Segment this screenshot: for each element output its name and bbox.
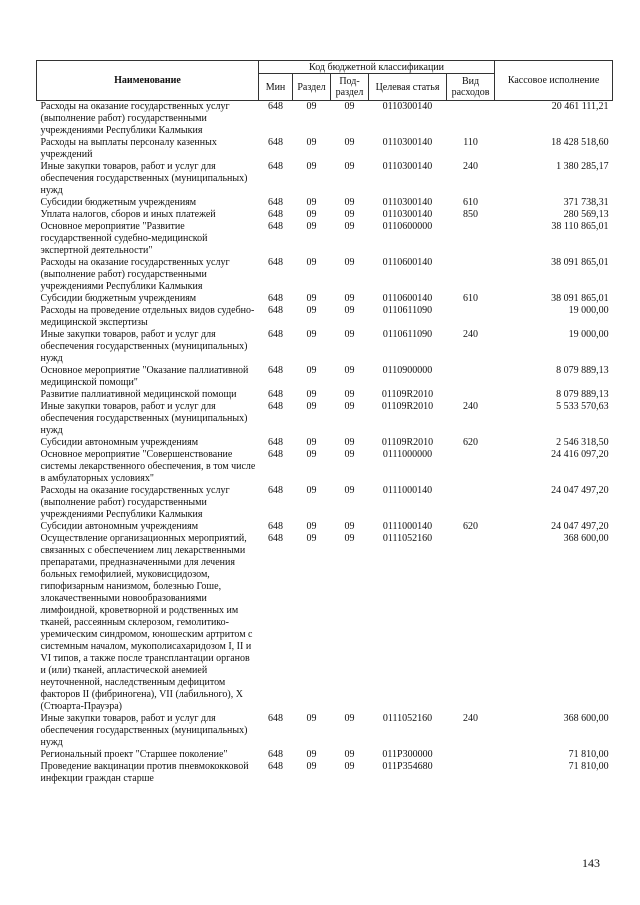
cell-vid bbox=[447, 221, 495, 257]
cell-name: Основное мероприятие "Развитие государственной судебно-медицинской экспертной деятельности" bbox=[40, 221, 208, 256]
budget-table bbox=[36, 60, 613, 785]
cell-min: 648 bbox=[268, 209, 283, 220]
table-row bbox=[37, 329, 613, 365]
cell-name: Иные закупки товаров, работ и услуг для обеспечения государственных (муниципальных) нужд bbox=[40, 401, 248, 436]
cell-stat: 0111000140 bbox=[382, 521, 433, 532]
cell-min: 648 bbox=[268, 401, 283, 412]
cell-vid bbox=[447, 761, 495, 785]
cell-podrazdel: 09 bbox=[344, 449, 355, 460]
table-row bbox=[37, 485, 613, 521]
cell-podrazdel: 09 bbox=[344, 221, 355, 232]
header-amount: Кассовое исполнение bbox=[495, 61, 613, 101]
cell-vid: 110 bbox=[463, 137, 478, 148]
cell-stat: 0110300140 bbox=[382, 101, 433, 112]
cell-name: Расходы на оказание государственных услуг (выполнение работ) государственными учреждениями Республики Калмыкия bbox=[40, 257, 230, 292]
table-row bbox=[37, 161, 613, 197]
cell-vid bbox=[447, 305, 495, 329]
cell-razdel: 09 bbox=[306, 401, 317, 412]
cell-vid bbox=[447, 485, 495, 521]
cell-vid bbox=[447, 101, 495, 138]
table-row bbox=[37, 257, 613, 293]
cell-stat: 0110300140 bbox=[382, 209, 433, 220]
table-body bbox=[37, 101, 613, 786]
cell-vid: 240 bbox=[463, 161, 479, 172]
cell-name: Уплата налогов, сборов и иных платежей bbox=[40, 209, 216, 220]
header-razdel: Раздел bbox=[293, 74, 331, 101]
cell-name: Субсидии бюджетным учреждениям bbox=[40, 197, 197, 208]
cell-razdel: 09 bbox=[306, 389, 317, 400]
cell-vid: 620 bbox=[463, 521, 479, 532]
table-row bbox=[37, 449, 613, 485]
cell-name: Расходы на выплаты персоналу казенных учреждений bbox=[40, 137, 217, 160]
cell-razdel: 09 bbox=[306, 485, 317, 496]
cell-vid bbox=[447, 365, 495, 389]
cell-podrazdel: 09 bbox=[344, 401, 355, 412]
cell-podrazdel: 09 bbox=[344, 749, 355, 760]
cell-podrazdel: 09 bbox=[344, 197, 355, 208]
cell-podrazdel: 09 bbox=[344, 761, 355, 772]
cell-vid: 850 bbox=[463, 209, 479, 220]
header-name: Наименование bbox=[37, 61, 259, 101]
header-kbk: Код бюджетной классификации bbox=[259, 61, 495, 74]
table-row bbox=[37, 209, 613, 221]
cell-stat: 011P300000 bbox=[382, 749, 433, 760]
cell-podrazdel: 09 bbox=[344, 365, 355, 376]
table-row bbox=[37, 293, 613, 305]
cell-min: 648 bbox=[268, 533, 283, 544]
cell-name: Развитие паллиативной медицинской помощи bbox=[40, 389, 237, 400]
cell-podrazdel: 09 bbox=[344, 209, 355, 220]
cell-stat: 0111052160 bbox=[382, 713, 433, 724]
table-row bbox=[37, 389, 613, 401]
cell-vid: 240 bbox=[463, 713, 479, 724]
cell-razdel: 09 bbox=[306, 221, 317, 232]
cell-amount: 38 091 865,01 bbox=[551, 293, 609, 304]
cell-amount: 368 600,00 bbox=[563, 533, 609, 544]
cell-stat: 0111000140 bbox=[382, 485, 433, 496]
cell-min: 648 bbox=[268, 221, 283, 232]
cell-razdel: 09 bbox=[306, 197, 317, 208]
cell-min: 648 bbox=[268, 485, 283, 496]
cell-stat: 0110300140 bbox=[382, 161, 433, 172]
cell-min: 648 bbox=[268, 365, 283, 376]
cell-amount: 24 047 497,20 bbox=[551, 485, 609, 496]
cell-vid: 620 bbox=[463, 437, 479, 448]
table-row bbox=[37, 713, 613, 749]
cell-amount: 24 047 497,20 bbox=[551, 521, 609, 532]
cell-vid: 240 bbox=[463, 401, 479, 412]
table-row bbox=[37, 749, 613, 761]
cell-name: Проведение вакцинации против пневмококковой инфекции граждан старше bbox=[40, 761, 249, 784]
cell-amount: 24 416 097,20 bbox=[551, 449, 609, 460]
table-row bbox=[37, 401, 613, 437]
cell-podrazdel: 09 bbox=[344, 533, 355, 544]
cell-razdel: 09 bbox=[306, 761, 317, 772]
cell-podrazdel: 09 bbox=[344, 521, 355, 532]
cell-razdel: 09 bbox=[306, 521, 317, 532]
cell-podrazdel: 09 bbox=[344, 101, 355, 112]
cell-razdel: 09 bbox=[306, 329, 317, 340]
cell-name: Иные закупки товаров, работ и услуг для обеспечения государственных (муниципальных) нужд bbox=[40, 329, 248, 364]
table-row bbox=[37, 137, 613, 161]
cell-stat: 0110600000 bbox=[382, 221, 433, 232]
cell-podrazdel: 09 bbox=[344, 293, 355, 304]
cell-razdel: 09 bbox=[306, 437, 317, 448]
cell-podrazdel: 09 bbox=[344, 257, 355, 268]
cell-podrazdel: 09 bbox=[344, 437, 355, 448]
cell-stat: 01109R2010 bbox=[381, 389, 434, 400]
cell-name: Расходы на проведение отдельных видов судебно-медицинской экспертизы bbox=[40, 305, 255, 328]
table-row bbox=[37, 533, 613, 713]
cell-name: Расходы на оказание государственных услуг (выполнение работ) государственными учреждениями Республики Калмыкия bbox=[40, 485, 230, 520]
cell-stat: 0111052160 bbox=[382, 533, 433, 544]
cell-podrazdel: 09 bbox=[344, 485, 355, 496]
cell-vid bbox=[447, 389, 495, 401]
cell-amount: 2 546 318,50 bbox=[556, 437, 609, 448]
cell-vid: 610 bbox=[463, 197, 479, 208]
cell-stat: 0110300140 bbox=[382, 197, 433, 208]
cell-vid bbox=[447, 749, 495, 761]
cell-amount: 20 461 111,21 bbox=[551, 101, 609, 112]
cell-min: 648 bbox=[268, 449, 283, 460]
header-podrazdel: Под-раздел bbox=[331, 74, 369, 101]
table-row bbox=[37, 197, 613, 209]
cell-razdel: 09 bbox=[306, 305, 317, 316]
cell-name: Субсидии бюджетным учреждениям bbox=[40, 293, 197, 304]
page-number: 143 bbox=[582, 856, 600, 870]
cell-name: Основное мероприятие "Совершенствование системы лекарственного обеспечения, в том числе в амбулаторных условиях" bbox=[40, 449, 256, 484]
cell-stat: 0110300140 bbox=[382, 137, 433, 148]
cell-podrazdel: 09 bbox=[344, 161, 355, 172]
cell-podrazdel: 09 bbox=[344, 713, 355, 724]
cell-amount: 19 000,00 bbox=[568, 305, 609, 316]
table-row bbox=[37, 437, 613, 449]
cell-min: 648 bbox=[268, 197, 283, 208]
cell-min: 648 bbox=[268, 305, 283, 316]
cell-razdel: 09 bbox=[306, 257, 317, 268]
cell-stat: 0110600140 bbox=[382, 293, 433, 304]
cell-amount: 280 569,13 bbox=[563, 209, 609, 220]
cell-stat: 0110900000 bbox=[382, 365, 433, 376]
cell-stat: 011P354680 bbox=[382, 761, 433, 772]
cell-amount: 38 110 865,01 bbox=[551, 221, 609, 232]
cell-min: 648 bbox=[268, 521, 283, 532]
cell-podrazdel: 09 bbox=[344, 137, 355, 148]
cell-name: Осуществление организационных мероприятий, связанных с обеспечением лиц лекарственными препаратами, предназначенными для лечения больных гемофилией, муковисцидозом, гипофизарным нанизмом, болезнью Гоше, злокачественными новообразованиями лимфоидной, кроветворной и родственных им тканей, рассеянным склерозом, гемолитико-уремическим синдромом, юношеским артритом с системным началом, мукополисахаридозом I, II и VI типов, а также после трансплантации органов и (или) тканей, апластической анемией неуточненной, наследственным дефицитом факторов II (фибриногена), VII (лабильного), X (Стюарта-Прауэра) bbox=[40, 533, 253, 712]
cell-amount: 368 600,00 bbox=[563, 713, 609, 724]
cell-stat: 0110611090 bbox=[382, 329, 433, 340]
table-row bbox=[37, 221, 613, 257]
cell-podrazdel: 09 bbox=[344, 329, 355, 340]
cell-vid: 610 bbox=[463, 293, 479, 304]
cell-razdel: 09 bbox=[306, 449, 317, 460]
cell-min: 648 bbox=[268, 101, 283, 112]
cell-min: 648 bbox=[268, 161, 283, 172]
cell-min: 648 bbox=[268, 293, 283, 304]
table-row bbox=[37, 365, 613, 389]
header-stat: Целевая статья bbox=[369, 74, 447, 101]
table-row bbox=[37, 101, 613, 138]
cell-vid bbox=[447, 449, 495, 485]
cell-amount: 18 428 518,60 bbox=[551, 137, 609, 148]
cell-razdel: 09 bbox=[306, 137, 317, 148]
cell-amount: 8 079 889,13 bbox=[556, 365, 609, 376]
cell-min: 648 bbox=[268, 389, 283, 400]
cell-min: 648 bbox=[268, 749, 283, 760]
cell-name: Иные закупки товаров, работ и услуг для обеспечения государственных (муниципальных) нужд bbox=[40, 713, 248, 748]
cell-min: 648 bbox=[268, 257, 283, 268]
cell-podrazdel: 09 bbox=[344, 389, 355, 400]
table-row bbox=[37, 521, 613, 533]
cell-amount: 19 000,00 bbox=[568, 329, 609, 340]
cell-stat: 01109R2010 bbox=[381, 401, 434, 412]
cell-stat: 0110611090 bbox=[382, 305, 433, 316]
table-row bbox=[37, 305, 613, 329]
cell-razdel: 09 bbox=[306, 101, 317, 112]
cell-name: Субсидии автономным учреждениям bbox=[40, 437, 199, 448]
cell-min: 648 bbox=[268, 761, 283, 772]
cell-razdel: 09 bbox=[306, 713, 317, 724]
cell-vid bbox=[447, 533, 495, 713]
cell-amount: 371 738,31 bbox=[563, 197, 609, 208]
cell-vid: 240 bbox=[463, 329, 479, 340]
cell-name: Расходы на оказание государственных услуг (выполнение работ) государственными учреждениями Республики Калмыкия bbox=[40, 101, 230, 136]
cell-stat: 0111000000 bbox=[382, 449, 433, 460]
cell-amount: 8 079 889,13 bbox=[556, 389, 609, 400]
cell-razdel: 09 bbox=[306, 365, 317, 376]
cell-vid bbox=[447, 257, 495, 293]
cell-name: Субсидии автономным учреждениям bbox=[40, 521, 199, 532]
cell-name: Основное мероприятие "Оказание паллиативной медицинской помощи" bbox=[40, 365, 249, 388]
cell-min: 648 bbox=[268, 713, 283, 724]
cell-name: Иные закупки товаров, работ и услуг для обеспечения государственных (муниципальных) нужд bbox=[40, 161, 248, 196]
cell-razdel: 09 bbox=[306, 533, 317, 544]
header-vid: Вид расходов bbox=[447, 74, 495, 101]
header-min: Мин bbox=[259, 74, 293, 101]
cell-name: Региональный проект "Старшее поколение" bbox=[40, 749, 228, 760]
cell-podrazdel: 09 bbox=[344, 305, 355, 316]
table-row bbox=[37, 761, 613, 785]
cell-razdel: 09 bbox=[306, 749, 317, 760]
cell-razdel: 09 bbox=[306, 161, 317, 172]
cell-min: 648 bbox=[268, 437, 283, 448]
cell-stat: 0110600140 bbox=[382, 257, 433, 268]
cell-amount: 38 091 865,01 bbox=[551, 257, 609, 268]
cell-razdel: 09 bbox=[306, 293, 317, 304]
cell-min: 648 bbox=[268, 329, 283, 340]
cell-amount: 71 810,00 bbox=[568, 761, 609, 772]
cell-razdel: 09 bbox=[306, 209, 317, 220]
cell-min: 648 bbox=[268, 137, 283, 148]
cell-amount: 1 380 285,17 bbox=[556, 161, 609, 172]
cell-amount: 71 810,00 bbox=[568, 749, 609, 760]
cell-amount: 5 533 570,63 bbox=[556, 401, 609, 412]
cell-stat: 01109R2010 bbox=[381, 437, 434, 448]
